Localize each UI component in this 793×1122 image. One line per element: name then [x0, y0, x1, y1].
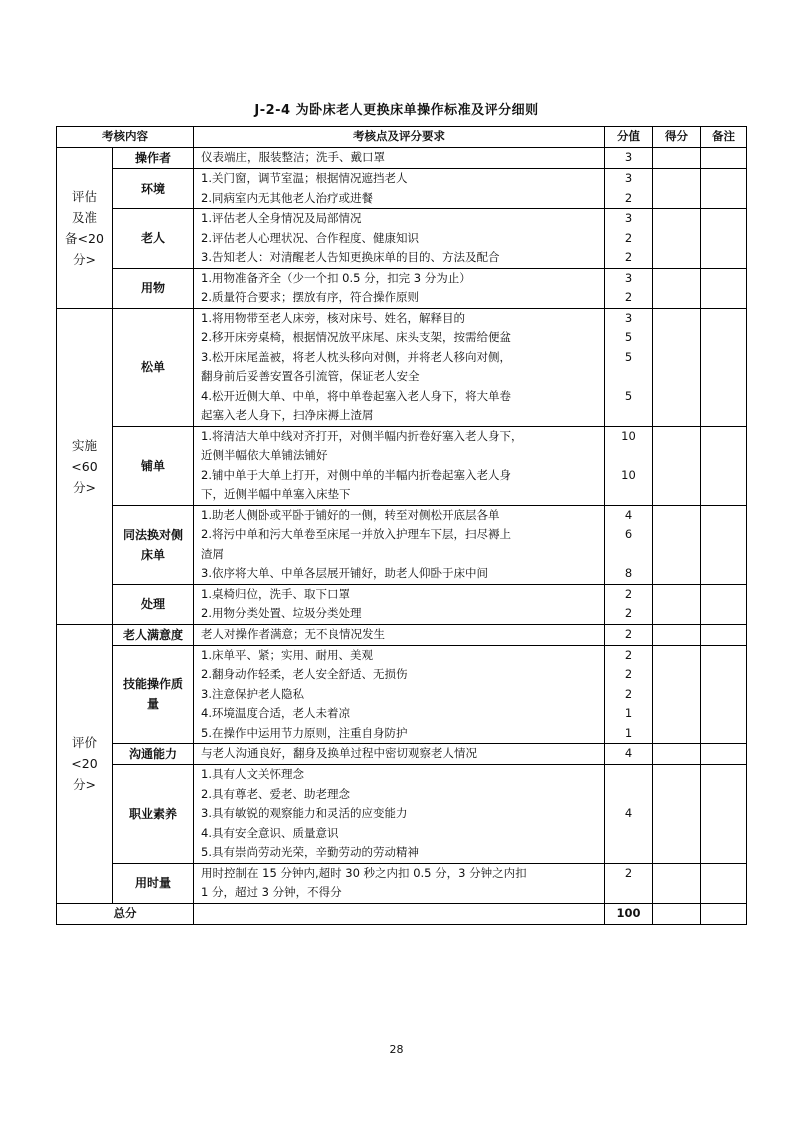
table-title: J-2-4 为卧床老人更换床单操作标准及评分细则 [254, 103, 539, 118]
remarks-cell[interactable] [701, 169, 747, 209]
remarks-cell[interactable] [701, 645, 747, 744]
points-cell [605, 426, 653, 505]
points-cell [605, 505, 653, 584]
requirements-cell [194, 765, 605, 864]
points-cell [605, 148, 653, 169]
points-cell [605, 863, 653, 903]
table-row [57, 426, 747, 505]
table-row [57, 744, 747, 765]
points-value: 2 [624, 865, 633, 880]
requirements-cell [194, 148, 605, 169]
points-value: 2 [624, 290, 633, 304]
table-row [57, 148, 747, 169]
requirement-line: 2.评估老人心理状况、合作程度、健康知识 [201, 230, 419, 245]
requirement-line: 4.松开近侧大单、中单，将中单卷起塞入老人身下，将大单卷 [201, 388, 511, 403]
points-value: 4 [624, 507, 633, 522]
remarks-cell[interactable] [701, 426, 747, 505]
requirement-line: 起塞入老人身下，扫净床褥上渣屑 [201, 408, 374, 422]
remarks-cell[interactable] [701, 268, 747, 308]
requirements-cell [194, 624, 605, 645]
sub-item-name: 职业素养 [113, 765, 194, 864]
category-cell [57, 148, 113, 309]
points-value [605, 843, 652, 863]
total-label: 总分 [57, 903, 194, 924]
requirement-line: 2.移开床旁桌椅，根据情况放平床尾、床头支架，按需给便盆 [201, 330, 511, 344]
points-value: 2 [624, 586, 633, 601]
points-cell [605, 268, 653, 308]
requirements-cell [194, 209, 605, 269]
score-input-cell[interactable] [653, 744, 701, 765]
requirement-line: 2.铺中单于大单上打开，对侧中单的半幅内折卷起塞入老人身 [201, 467, 511, 482]
header-remarks: 备注 [701, 127, 747, 148]
points-value [605, 765, 652, 785]
requirements-cell [194, 169, 605, 209]
requirement-line: 2.将污中单和污大单卷至床尾一并放入护理车下层，扫尽褥上 [201, 527, 511, 541]
table-row [57, 209, 747, 269]
table-row [57, 308, 747, 426]
sub-item-name: 老人满意度 [113, 624, 194, 645]
requirement-line: 3.松开床尾盖被，将老人枕头移向对侧，并将老人移向对侧， [201, 349, 511, 364]
scoring-table [56, 126, 747, 925]
remarks-cell[interactable] [701, 308, 747, 426]
points-value: 2 [624, 647, 633, 662]
total-score-cell [653, 903, 701, 924]
category-label: 分> [73, 777, 96, 792]
points-value: 3 [624, 270, 633, 285]
points-value: 3 [624, 211, 633, 225]
remarks-cell[interactable] [701, 148, 747, 169]
points-value: 2 [624, 230, 633, 245]
score-input-cell[interactable] [653, 505, 701, 584]
remarks-cell[interactable] [701, 505, 747, 584]
points-cell [605, 584, 653, 624]
sub-item-name-line: 床单 [140, 547, 165, 562]
sub-item-name: 松单 [113, 308, 194, 426]
remarks-cell[interactable] [701, 765, 747, 864]
header-requirements: 考核点及评分要求 [194, 127, 605, 148]
points-value: 4 [624, 746, 633, 761]
sub-item-name: 用时量 [113, 863, 194, 903]
points-value: 5 [624, 388, 633, 403]
table-row [57, 765, 747, 864]
points-value: 3 [624, 150, 633, 165]
requirement-line: 1.用物准备齐全（少一个扣 0.5 分，扣完 3 分为止） [201, 270, 471, 285]
requirement-line: 下，近侧半幅中单塞入床垫下 [201, 487, 351, 501]
points-value: 3 [624, 171, 633, 185]
score-input-cell[interactable] [653, 209, 701, 269]
requirement-line: 仪表端庄，服装整洁；洗手、戴口罩 [201, 150, 385, 165]
total-value: 100 [605, 903, 653, 924]
requirement-line: 4.环境温度合适，老人未着凉 [201, 706, 350, 720]
table-row [57, 863, 747, 903]
points-value: 2 [624, 667, 633, 681]
points-cell [605, 308, 653, 426]
table-row [57, 645, 747, 744]
score-input-cell[interactable] [653, 863, 701, 903]
header-row [57, 127, 747, 148]
sub-item-name: 铺单 [113, 426, 194, 505]
requirements-cell [194, 505, 605, 584]
requirement-line: 5.具有崇尚劳动光荣，辛勤劳动的劳动精神 [201, 845, 419, 859]
score-input-cell[interactable] [653, 308, 701, 426]
sub-item-name-line: 同法换对侧 [122, 527, 183, 542]
requirement-line: 1 分，超过 3 分钟，不得分 [201, 885, 342, 899]
table-row [57, 268, 747, 308]
remarks-cell[interactable] [701, 584, 747, 624]
requirement-line: 2.质量符合要求；摆放有序，符合操作原则 [201, 290, 419, 304]
points-value: 4 [624, 806, 633, 820]
sub-item-name: 沟通能力 [113, 744, 194, 765]
requirements-cell [194, 645, 605, 744]
table-row [57, 584, 747, 624]
points-value: 5 [624, 330, 633, 344]
score-input-cell[interactable] [653, 268, 701, 308]
points-value: 6 [624, 527, 633, 541]
remarks-cell[interactable] [701, 863, 747, 903]
points-value: 8 [624, 566, 633, 580]
requirement-line: 1.关门窗，调节室温；根据情况遮挡老人 [201, 171, 408, 185]
points-value [605, 785, 652, 805]
requirement-line: 2.用物分类处置、垃圾分类处理 [201, 606, 362, 620]
page-number: 28 [389, 1043, 404, 1056]
requirement-line: 近侧半幅依大单铺法铺好 [201, 448, 328, 462]
requirement-line: 翻身前后妥善安置各引流管，保证老人安全 [201, 369, 420, 383]
category-label: <60 [71, 458, 98, 474]
points-value: 2 [624, 626, 633, 641]
points-value: 2 [624, 686, 633, 701]
points-value: 1 [624, 725, 633, 740]
score-input-cell[interactable] [653, 169, 701, 209]
score-input-cell[interactable] [653, 645, 701, 744]
category-label: 评估 [71, 188, 97, 204]
requirement-line: 1.具有人文关怀理念 [201, 767, 304, 781]
remarks-cell[interactable] [701, 744, 747, 765]
requirement-line: 1.床单平、紧；实用、耐用、美观 [201, 647, 373, 662]
sub-item-name [113, 505, 194, 584]
score-input-cell[interactable] [653, 426, 701, 505]
requirement-line: 2.具有尊老、爱老、助老理念 [201, 786, 350, 801]
points-value: 1 [624, 706, 633, 720]
points-value [605, 446, 652, 466]
points-value: 2 [624, 250, 633, 264]
total-requirements-cell [194, 903, 605, 924]
requirement-line: 用时控制在 15 分钟内,超时 30 秒之内扣 0.5 分，3 分钟之内扣 [201, 865, 527, 880]
category-label: 实施 [71, 437, 97, 453]
remarks-cell[interactable] [701, 209, 747, 269]
score-input-cell[interactable] [653, 624, 701, 645]
sub-item-name-line: 技能操作质 [122, 677, 183, 692]
header-content: 考核内容 [57, 127, 194, 148]
table-row [57, 169, 747, 209]
points-cell [605, 645, 653, 744]
requirement-line: 3.告知老人：对清醒老人告知更换床单的目的、方法及配合 [201, 250, 500, 264]
remarks-cell[interactable] [701, 624, 747, 645]
points-value: 10 [621, 467, 636, 482]
points-value: 2 [624, 190, 633, 205]
requirements-cell [194, 308, 605, 426]
requirement-line: 5.在操作中运用节力原则，注重自身防护 [201, 725, 408, 740]
category-label: <20 [71, 756, 98, 771]
requirement-line: 与老人沟通良好，翻身及换单过程中密切观察老人情况 [201, 746, 477, 761]
requirement-line: 1.将用物带至老人床旁，核对床号、姓名，解释目的 [201, 310, 465, 325]
sub-item-name-line: 量 [146, 697, 159, 712]
points-cell [605, 624, 653, 645]
sub-item-name [113, 645, 194, 744]
requirement-line: 2.同病室内无其他老人治疗或进餐 [201, 190, 373, 205]
requirement-line: 渣屑 [201, 546, 224, 561]
points-value: 2 [624, 606, 633, 620]
requirements-cell [194, 744, 605, 765]
sub-item-name: 老人 [113, 209, 194, 269]
points-value [605, 883, 652, 903]
header-points: 分值 [605, 127, 653, 148]
header-score: 得分 [653, 127, 701, 148]
requirement-line: 4.具有安全意识、质量意识 [201, 825, 339, 840]
points-cell [605, 209, 653, 269]
points-value [605, 824, 652, 844]
requirement-line: 1.评估老人全身情况及局部情况 [201, 211, 362, 225]
table-row [57, 624, 747, 645]
points-value: 10 [621, 428, 636, 443]
total-remarks-cell [701, 903, 747, 924]
requirements-cell [194, 268, 605, 308]
category-label: 及准 [71, 209, 97, 225]
requirements-cell [194, 863, 605, 903]
points-cell [605, 744, 653, 765]
requirement-line: 3.注意保护老人隐私 [201, 686, 304, 701]
points-value: 3 [624, 310, 633, 325]
points-value [605, 406, 652, 426]
requirement-line: 3.依序将大单、中单各层展开铺好，助老人仰卧于床中间 [201, 566, 488, 580]
requirement-line: 1.桌椅归位，洗手、取下口罩 [201, 586, 350, 601]
sub-item-name: 用物 [113, 268, 194, 308]
score-input-cell[interactable] [653, 584, 701, 624]
sub-item-name: 环境 [113, 169, 194, 209]
requirement-line: 1.助老人侧卧或平卧于铺好的一侧，转至对侧松开底层各单 [201, 507, 500, 522]
requirements-cell [194, 426, 605, 505]
score-input-cell[interactable] [653, 148, 701, 169]
category-label: 分> [73, 479, 96, 495]
table-row [57, 505, 747, 584]
requirements-cell [194, 584, 605, 624]
requirement-line: 3.具有敏锐的观察能力和灵活的应变能力 [201, 806, 408, 820]
sub-item-name: 处理 [113, 584, 194, 624]
total-row [57, 903, 747, 924]
requirement-line: 1.将清洁大单中线对齐打开，对侧半幅内折卷好塞入老人身下， [201, 428, 523, 443]
points-value: 5 [624, 349, 633, 364]
score-input-cell[interactable] [653, 765, 701, 864]
points-cell [605, 169, 653, 209]
requirement-line: 老人对操作者满意；无不良情况发生 [201, 626, 385, 641]
sub-item-name: 操作者 [113, 148, 194, 169]
category-cell [57, 308, 113, 624]
category-label: 备<20 [65, 230, 104, 246]
points-value [605, 485, 652, 505]
category-cell [57, 624, 113, 903]
points-cell [605, 765, 653, 864]
requirement-line: 2.翻身动作轻柔，老人安全舒适、无损伤 [201, 667, 408, 681]
category-label: 分> [73, 251, 96, 267]
points-value [605, 545, 652, 565]
points-value [605, 367, 652, 387]
category-label: 评价 [71, 735, 97, 750]
table-body [57, 148, 747, 904]
